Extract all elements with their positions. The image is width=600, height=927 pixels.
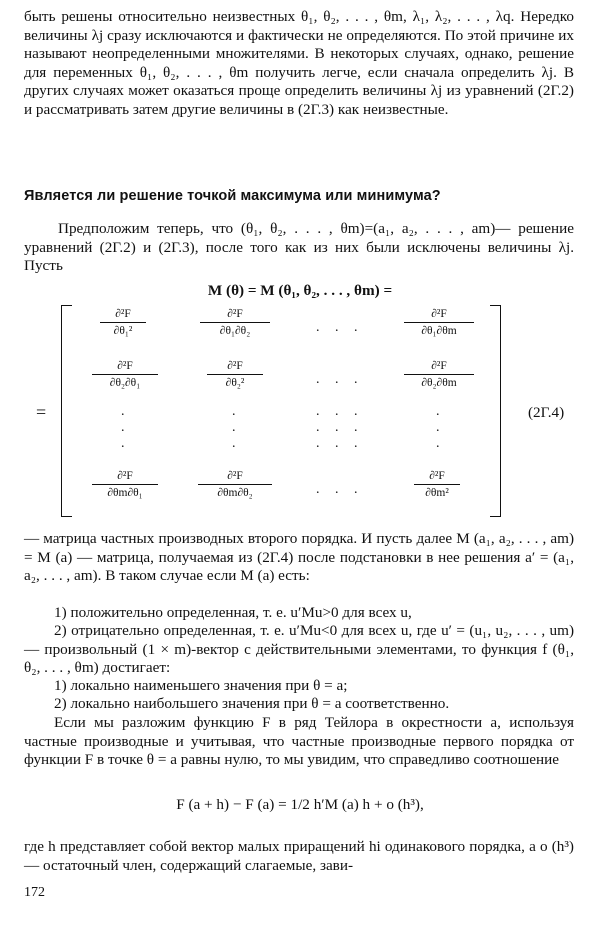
equation-label: (2Г.4): [528, 404, 565, 421]
matrix-cell: ∂²F ∂θ₁∂θ₂: [200, 308, 270, 337]
matrix-cell: ∂²F ∂θ₂∂θ₁: [92, 360, 158, 389]
matrix-cell: ∂²F ∂θm∂θ₁: [92, 470, 158, 499]
list-item-max: 2) локально наибольшего значения при θ = a соответственно.: [54, 695, 450, 712]
matrix-hdots: . . .: [316, 320, 364, 335]
page-number: 172: [24, 885, 45, 900]
matrix-hdots: . . .: [316, 482, 364, 497]
matrix-vdots: . . .: [232, 404, 236, 451]
matrix-ddots: . . . . . . . . .: [316, 404, 364, 451]
matrix-header: M (θ) = M (θ₁, θ₂, . . . , θm) =: [207, 282, 393, 299]
list-item-min: 1) локально наименьшего значения при θ = a;: [54, 677, 348, 694]
matrix-vdots: . . .: [121, 404, 125, 451]
equals-sign: =: [36, 402, 47, 422]
list-item-negative: 2) отрицательно определенная, т. е. u′Mu<0 для всех u, где u′ = (u₁, u₂, . . . , um) — произвольный (1 × m)-вектор с действительными элементами, то функция f (θ₁, θ₂, . . . , θm) достигает:: [24, 622, 574, 676]
taylor-formula: F (a + h) − F (a) = 1/2 h′M (a) h + o (h³),: [176, 796, 424, 813]
section-heading: Является ли решение точкой максимума или минимума?: [24, 188, 441, 204]
matrix-cell: ∂²F ∂θ₁²: [100, 308, 146, 337]
paragraph-intro: быть решены относительно неизвестных θ₁, θ₂, . . . , θm, λ₁, λ₂, . . . , λq. Нередко величины λj сразу исключаются и фактически не определяются. По этой причине их называют неопределенными множителями. В некоторых случаях, однако, решение для переменных θ₁, θ₂, . . . , θm получить легче, если сначала определить λj. В других случаях может оказаться проще определить величины λj из уравнений (2Г.2) и рассматривать затем другие величины в (2Г.3) как неизвестные.: [24, 8, 574, 118]
paragraph-matrix-desc: — матрица частных производных второго порядка. И пусть далее M (a₁, a₂, . . . , am) = M (a) — матрица, получаемая из (2Г.4) после подстановки в нее решения a′ = (a₁, a₂, . . . , am). В таком случае если M (a) есть:: [24, 530, 574, 584]
paragraph-suppose: Предположим теперь, что (θ₁, θ₂, . . . , θm)=(a₁, a₂, . . . , am)— решение уравнений (2Г.2) и (2Г.3), после того как из них были исключены величины λj. Пусть: [24, 220, 574, 274]
matrix-cell: ∂²F ∂θm²: [414, 470, 460, 499]
matrix-vdots: . . .: [436, 404, 440, 451]
list-item-positive: 1) положительно определенная, т. е. u′Mu>0 для всех u,: [54, 604, 412, 621]
paragraph-taylor: Если мы разложим функцию F в ряд Тейлора в окрестности a, используя частные производные и учитывая, что частные производные первого порядка от функции F в точке θ = a равны нулю, то мы увидим, что справедливо соотношение: [24, 714, 574, 768]
paragraph-h-vector: где h представляет собой вектор малых приращений hi одинакового порядка, а o (h³) — остаточный член, содержащий слагаемые, зави-: [24, 838, 574, 874]
matrix-cell: ∂²F ∂θ₂²: [207, 360, 263, 389]
matrix-hdots: . . .: [316, 372, 364, 387]
left-bracket: [61, 305, 72, 517]
matrix-cell: ∂²F ∂θm∂θ₂: [198, 470, 272, 499]
matrix-cell: ∂²F ∂θ₁∂θm: [404, 308, 474, 337]
matrix-cell: ∂²F ∂θ₂∂θm: [404, 360, 474, 389]
right-bracket: [490, 305, 501, 517]
